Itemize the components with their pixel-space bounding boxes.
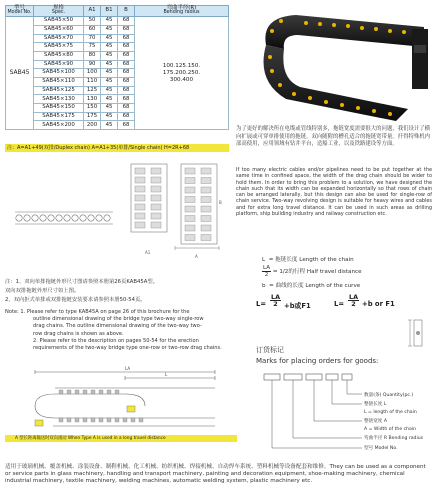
legend-b: b = 曲线的长度 Length of the curve	[262, 283, 361, 289]
note-cn-2: 2、双向拒式单排或双排拖链安装要求请参照本册50-54页。	[5, 297, 146, 303]
order-item-length-cn: 整链长度 L	[364, 402, 387, 407]
chain-link	[48, 215, 54, 221]
svg-text:A: A	[195, 254, 198, 259]
chain-cell	[135, 222, 145, 228]
chain-link	[40, 215, 46, 221]
note-en-1c: drag chains. The outline dimensional drawing of the two-way two-	[33, 323, 202, 330]
note-en-1: Note: 1. Please refer to type KAB45A on page 26 of this brochure for the	[5, 309, 190, 315]
svg-text:A1: A1	[145, 250, 151, 255]
chain-cell	[151, 168, 161, 174]
drag-chain-photo	[236, 5, 432, 122]
chain-link	[56, 215, 62, 221]
note-cn-1b: 双向双排拖链外形尺寸如上图。	[5, 288, 80, 294]
chain-cell	[201, 206, 211, 212]
description-en: If too many electric cables and/or pipelines need to be put together at the same time in confined space, the width of the drag chain should be wider to hold them. In order to bring this problem to a solution, we have designed the chain such that its width can be expanded horizontally so that rows of chain can be arranged laterally, but this design can also be used for single-row of chain service. Two-way revolving design is suitable for heavy wires and cables and for extra long travel distance. It can be used in such areas as drilling platform, ship building industry and railway construction etc.	[236, 167, 432, 217]
chain-cell	[185, 225, 195, 231]
order-item-quantity: 数量(条) Quantity(pc.)	[364, 393, 414, 398]
application-footer: 适用于玻璃机械、覆盖机械、涂装设备、制鞋机械、化工机械、纺织机械、焊接机械、自动焊车系统、塑料机械等设备配套和维修。They can be used as a component or service parts in glass machinery, handling and transport machinery, painting and decoration equipment, shoe-making machinery, chemical industrial machinery, textile machinery, welding machines, automatic welding system, plastic machinery etc.	[5, 464, 426, 484]
table-cell: 70	[84, 34, 101, 43]
table-cell: 68	[118, 51, 135, 60]
chain-cell	[135, 177, 145, 183]
svg-text:L: L	[165, 372, 168, 377]
chain-cell	[151, 186, 161, 192]
table-cell: SAB45×75	[34, 43, 84, 52]
notes-en	[5, 309, 237, 352]
chain-lower-run	[264, 45, 409, 121]
table-cell: 45	[101, 86, 118, 95]
table-cell: 45	[101, 25, 118, 34]
svg-text:LA: LA	[125, 366, 131, 371]
table-cell: 75	[84, 43, 101, 52]
note-en-2: 2. Please refer to the description on pages 50-54 for the erection	[33, 337, 199, 344]
table-cell: SAB45×125	[34, 86, 84, 95]
chain-cell	[201, 225, 211, 231]
model-cell: SAB45	[6, 17, 34, 130]
table-cell: 110	[84, 78, 101, 87]
order-item-length-en: L = length of the chain	[364, 410, 417, 415]
table-cell: SAB45×200	[34, 121, 84, 130]
legend-la: $\frac{LA}{2}$ = 1/2的行程 Half travel distance	[263, 265, 362, 278]
table-cell: SAB45×80	[34, 51, 84, 60]
chain-cell	[151, 204, 161, 210]
table-cell: SAB45×50	[34, 17, 84, 26]
order-code-diagram	[262, 368, 432, 458]
chain-cell	[135, 204, 145, 210]
table-cell: 68	[118, 121, 135, 130]
radius-line: 175.200.250.	[162, 69, 201, 76]
chain-cell	[151, 213, 161, 219]
chain-cell	[135, 195, 145, 201]
radius-cell	[135, 17, 229, 130]
table-cell: 90	[84, 60, 101, 69]
side-view-chain	[15, 212, 113, 224]
chain-cell	[201, 178, 211, 184]
chain-link	[24, 215, 30, 221]
chain-cell	[151, 195, 161, 201]
table-cell: 68	[118, 43, 135, 52]
table-cell: 68	[118, 104, 135, 113]
header-a1: A1	[84, 6, 101, 17]
table-cell: 175	[84, 112, 101, 121]
table-note: 注：A=A1+49(双排/Duplex chain) A=A1+35(单排/Single chain) H=2R+68	[5, 144, 229, 152]
header-model: 型号 Model No.	[6, 6, 34, 17]
chain-cell	[185, 178, 195, 184]
table-cell: 45	[101, 60, 118, 69]
chain-link	[96, 215, 102, 221]
table-cell: 68	[118, 86, 135, 95]
table-cell: SAB45×60	[34, 25, 84, 34]
chain-link	[72, 215, 78, 221]
note-en-2b: requirements of the two-way bridge type one-row or two-row drag chains.	[33, 345, 222, 352]
table-cell: 45	[101, 51, 118, 60]
table-cell: SAB45×70	[34, 34, 84, 43]
table-cell: SAB45×130	[34, 95, 84, 104]
table-cell: 125	[84, 86, 101, 95]
notes-cn	[5, 278, 237, 305]
table-cell: 45	[101, 43, 118, 52]
table-cell: SAB45×150	[34, 104, 84, 113]
table-cell: SAB45×90	[34, 60, 84, 69]
header-radius: 弯曲半径(R) Bending radius	[135, 6, 229, 17]
chain-link	[64, 215, 70, 221]
chain-link	[104, 215, 110, 221]
mounting-bracket	[412, 29, 428, 89]
legend-l: L = 拖链长度 Length of the chain	[262, 257, 354, 263]
chain-link	[88, 215, 94, 221]
description-cn: 为了更好的解决所在电缆或管线特别多，拖链宽度需要很大的问题，我们设计了横向扩展或可穿单排使用的拖链。双向随附的槽孔适合的拖链宽带量。扦得特殊机内部高使用，应用领域有钻井平台，造船工业，以及铁路建设等方面。	[236, 126, 431, 148]
table-cell: 68	[118, 112, 135, 121]
table-cell: 68	[118, 95, 135, 104]
table-cell: 68	[118, 60, 135, 69]
chain-upper-run	[265, 15, 424, 49]
header-b: B	[118, 6, 135, 17]
svg-text:B: B	[219, 200, 222, 205]
chain-cell	[135, 213, 145, 219]
table-cell: SAB45×175	[34, 112, 84, 121]
table-cell: 68	[118, 69, 135, 78]
note-en-1d: row drag chains is shown as above.	[33, 330, 124, 337]
chain-cell	[185, 168, 195, 174]
table-cell: 68	[118, 78, 135, 87]
order-item-width-cn: 整链宽度 A	[364, 419, 387, 424]
table-header-row	[6, 6, 229, 17]
table-cell: 45	[101, 112, 118, 121]
chain-cell	[185, 235, 195, 241]
chain-cell	[185, 206, 195, 212]
header-spec: 规格 Spec.	[34, 6, 84, 17]
table-cell: 68	[118, 25, 135, 34]
chain-cell	[185, 216, 195, 222]
radius-line: 300.400	[169, 76, 194, 83]
chain-cell	[201, 168, 211, 174]
table-cell: 150	[84, 104, 101, 113]
spec-table	[5, 5, 229, 130]
radius-line: 100.125.150.	[162, 62, 201, 69]
note-en-1b: outline dimensional drawing of the bridge type two-way single-row	[33, 316, 204, 323]
long-travel-diagram	[15, 364, 237, 434]
note-cn-1: 注：1、双向单排拖链外形尺寸图请参照本册第26页KAB45A型。	[5, 279, 158, 285]
chain-cell	[201, 235, 211, 241]
order-item-width-en: A = Width of the chain	[364, 427, 417, 432]
table-cell: 45	[101, 78, 118, 87]
table-cell: 100	[84, 69, 101, 78]
chain-cell	[151, 177, 161, 183]
chain-cell	[185, 187, 195, 193]
chain-cell	[135, 186, 145, 192]
chain-cell	[185, 197, 195, 203]
table-cell: 60	[84, 25, 101, 34]
long-travel-caption: A 型长距离输送时双向滚动 When Type A is used in a long travel distance	[5, 435, 237, 442]
chain-dimension-drawing	[5, 158, 237, 270]
chain-cell	[201, 216, 211, 222]
chain-cell	[201, 187, 211, 193]
chain-link	[16, 215, 22, 221]
table-cell: SAB45×100	[34, 69, 84, 78]
chain-cell	[135, 168, 145, 174]
chain-link	[32, 215, 38, 221]
table-cell: 80	[84, 51, 101, 60]
chain-end-icon	[408, 318, 430, 348]
table-cell: 50	[84, 17, 101, 26]
table-cell: 45	[101, 95, 118, 104]
table-cell: 130	[84, 95, 101, 104]
order-title-en: Marks for placing orders for goods:	[256, 357, 379, 365]
table-cell: 45	[101, 121, 118, 130]
table-cell: 200	[84, 121, 101, 130]
chain-cell	[151, 222, 161, 228]
order-item-model: 型号 Model No.	[364, 446, 398, 451]
table-cell: 45	[101, 104, 118, 113]
table-cell: 45	[101, 69, 118, 78]
header-b1: B1	[101, 6, 118, 17]
table-cell: 45	[101, 17, 118, 26]
table-cell: SAB45×110	[34, 78, 84, 87]
table-cell: 45	[101, 34, 118, 43]
chain-link	[80, 215, 86, 221]
table-cell: 68	[118, 34, 135, 43]
order-item-radius: 弯曲半径 R Bending radius	[364, 436, 424, 441]
table-row	[6, 17, 229, 26]
table-cell: 68	[118, 17, 135, 26]
length-formula: L= $\frac{LA}{2}$ +b或F1 L= $\frac{LA}{2}$ +b or F1	[256, 293, 395, 310]
order-title-cn: 订货标记	[256, 346, 284, 354]
chain-cell	[201, 197, 211, 203]
